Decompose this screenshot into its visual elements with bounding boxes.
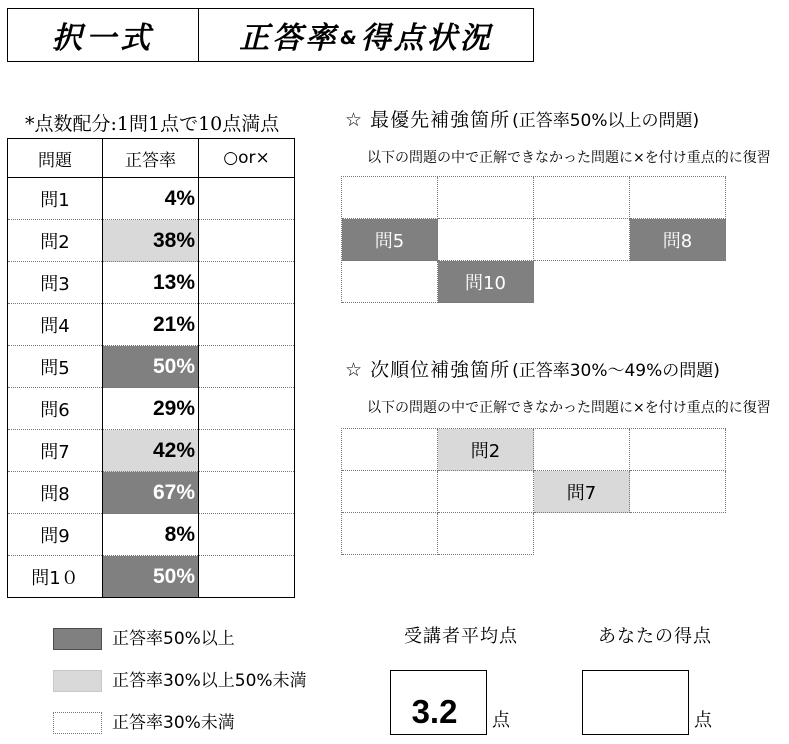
answer-mark-cell[interactable] [199, 304, 295, 346]
header-mark: ○or× [199, 139, 295, 178]
average-score-label: 受講者平均点 [404, 626, 518, 647]
secondary-heading-note: (正答率30%～49%の問題) [512, 361, 720, 381]
correct-rate: 50% [103, 346, 199, 388]
question-label: 問1 [8, 178, 103, 220]
question-label: 問3 [8, 262, 103, 304]
priority-grid-cell[interactable] [438, 219, 534, 261]
legend-label: 正答率50%以上 [112, 629, 235, 649]
question-label: 問1０ [8, 556, 103, 598]
secondary-grid-cell[interactable] [342, 429, 438, 471]
header-question: 問題 [8, 139, 103, 178]
table-row [8, 262, 295, 304]
secondary-instruction: 以下の問題の中で正解できなかった問題に×を付け重点的に復習 [367, 400, 771, 416]
answer-mark-cell[interactable] [199, 514, 295, 556]
secondary-grid-cell[interactable] [342, 513, 438, 555]
priority-section-heading [345, 109, 699, 132]
secondary-grid-cell[interactable]: 問2 [438, 429, 534, 471]
table-row [8, 346, 295, 388]
table-row [8, 556, 295, 598]
answer-mark-cell[interactable] [199, 346, 295, 388]
sheet-title-tail: 得点状況 [360, 21, 493, 56]
answer-mark-cell[interactable] [199, 388, 295, 430]
answer-mark-cell[interactable] [199, 262, 295, 304]
table-row [8, 514, 295, 556]
your-score-unit: 点 [694, 710, 712, 731]
legend-swatch-dark-gray [53, 628, 102, 650]
legend-label: 正答率30%未満 [112, 713, 235, 733]
table-row [8, 388, 295, 430]
correct-rate: 67% [103, 472, 199, 514]
average-score-box [390, 670, 487, 735]
secondary-grid-cell[interactable] [438, 471, 534, 513]
table-row [8, 304, 295, 346]
secondary-grid-cell[interactable] [342, 471, 438, 513]
average-score-unit: 点 [492, 710, 510, 731]
priority-grid-cell[interactable] [630, 177, 726, 219]
question-label: 問8 [8, 472, 103, 514]
correct-rate: 4% [103, 178, 199, 220]
priority-grid-cell[interactable]: 問10 [438, 261, 534, 303]
priority-grid-cell[interactable] [342, 261, 438, 303]
question-label: 問9 [8, 514, 103, 556]
table-row [8, 220, 295, 262]
correct-rate: 21% [103, 304, 199, 346]
question-label: 問2 [8, 220, 103, 262]
priority-instruction: 以下の問題の中で正解できなかった問題に×を付け重点的に復習 [367, 150, 771, 166]
table-header-row [8, 139, 295, 178]
legend-item-mid [53, 670, 307, 692]
your-score-label: あなたの得点 [598, 626, 712, 647]
legend-swatch-white [53, 712, 102, 734]
exam-type-title: 択一式 [8, 9, 199, 61]
sheet-title-main: 正答率 [239, 21, 339, 56]
priority-review-grid [341, 176, 726, 303]
correct-rate: 13% [103, 262, 199, 304]
secondary-grid-cell[interactable]: 問7 [534, 471, 630, 513]
secondary-review-grid [341, 428, 726, 555]
answer-mark-cell[interactable] [199, 178, 295, 220]
correct-rate: 42% [103, 430, 199, 472]
secondary-grid-cell[interactable] [630, 429, 726, 471]
correct-rate: 29% [103, 388, 199, 430]
results-table [7, 138, 295, 598]
priority-grid-cell[interactable] [534, 219, 630, 261]
average-score-value: 3.2 [411, 693, 458, 730]
your-score-input-box[interactable] [582, 670, 689, 735]
answer-mark-cell[interactable] [199, 472, 295, 514]
score-allocation-note: *点数配分:1問1点で10点満点 [25, 113, 280, 135]
secondary-section-heading [345, 359, 720, 382]
priority-grid-cell[interactable]: 問5 [342, 219, 438, 261]
table-row [8, 472, 295, 514]
table-row [8, 430, 295, 472]
legend-item-low [53, 712, 235, 734]
legend-swatch-light-gray [53, 670, 102, 692]
priority-heading-text: ☆ 最優先補強箇所 [345, 109, 511, 131]
secondary-grid-cell[interactable] [438, 513, 534, 555]
answer-mark-cell[interactable] [199, 556, 295, 598]
secondary-grid-cell[interactable] [534, 429, 630, 471]
correct-rate: 8% [103, 514, 199, 556]
priority-grid-cell[interactable]: 問8 [630, 219, 726, 261]
correct-rate: 38% [103, 220, 199, 262]
question-label: 問7 [8, 430, 103, 472]
secondary-heading-text: ☆ 次順位補強箇所 [345, 359, 511, 381]
sheet-title-ampersand: & [340, 27, 357, 49]
correct-rate: 50% [103, 556, 199, 598]
priority-heading-note: (正答率50%以上の問題) [512, 111, 700, 131]
priority-grid-cell[interactable] [534, 177, 630, 219]
answer-mark-cell[interactable] [199, 430, 295, 472]
legend-label: 正答率30%以上50%未満 [112, 671, 307, 691]
question-label: 問5 [8, 346, 103, 388]
table-row [8, 178, 295, 220]
legend-item-high [53, 628, 235, 650]
answer-mark-cell[interactable] [199, 220, 295, 262]
header-correct-rate: 正答率 [103, 139, 199, 178]
secondary-grid-cell[interactable] [630, 471, 726, 513]
sheet-title [199, 9, 533, 61]
question-label: 問4 [8, 304, 103, 346]
title-box [7, 8, 534, 62]
priority-grid-cell[interactable] [438, 177, 534, 219]
priority-grid-cell[interactable] [342, 177, 438, 219]
question-label: 問6 [8, 388, 103, 430]
